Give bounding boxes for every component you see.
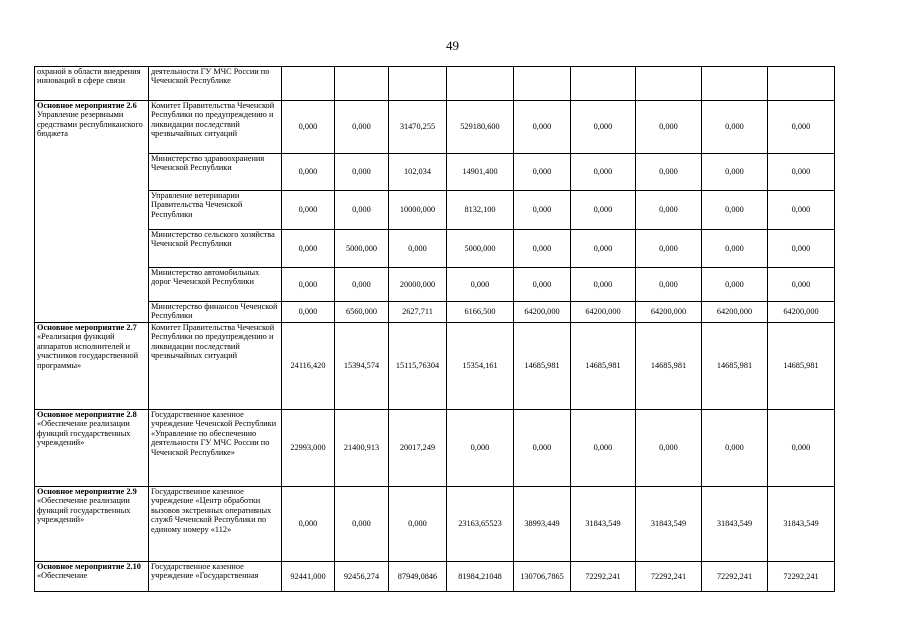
value-cell: 20017,249 bbox=[389, 410, 447, 487]
value-cell: 0,000 bbox=[282, 101, 335, 154]
value-cell: 15354,161 bbox=[447, 323, 514, 410]
value-cell: 6166,500 bbox=[447, 302, 514, 323]
value-cell: 64200,000 bbox=[636, 302, 702, 323]
event-description: «Обеспечение bbox=[37, 571, 88, 581]
value-cell: 0,000 bbox=[335, 191, 389, 230]
value-cell bbox=[636, 67, 702, 101]
table-row bbox=[35, 323, 835, 410]
table-row bbox=[35, 410, 835, 487]
value-cell: 31843,549 bbox=[702, 487, 768, 562]
value-cell: 92441,000 bbox=[282, 562, 335, 592]
value-cell: 0,000 bbox=[571, 230, 636, 268]
value-cell: 0,000 bbox=[636, 154, 702, 191]
event-description: охраной в области внедрения инноваций в сфере связи bbox=[37, 67, 141, 86]
value-cell: 0,000 bbox=[702, 230, 768, 268]
value-cell: 0,000 bbox=[571, 191, 636, 230]
executor-cell: Министерство здравоохранения Чеченской Республики bbox=[149, 154, 282, 191]
value-cell: 14685,981 bbox=[636, 323, 702, 410]
value-cell: 6560,000 bbox=[335, 302, 389, 323]
value-cell: 0,000 bbox=[768, 268, 835, 302]
value-cell: 0,000 bbox=[768, 191, 835, 230]
value-cell: 81984,21048 bbox=[447, 562, 514, 592]
table-row bbox=[35, 101, 835, 154]
value-cell bbox=[514, 67, 571, 101]
value-cell: 31470,255 bbox=[389, 101, 447, 154]
executor-cell: Государственное казенное учреждение «Государственная bbox=[149, 562, 282, 592]
table-row bbox=[35, 230, 835, 268]
value-cell: 0,000 bbox=[282, 268, 335, 302]
value-cell: 0,000 bbox=[702, 410, 768, 487]
table-row bbox=[35, 191, 835, 230]
value-cell: 5000,000 bbox=[447, 230, 514, 268]
value-cell: 22993,000 bbox=[282, 410, 335, 487]
value-cell: 0,000 bbox=[447, 410, 514, 487]
value-cell: 14901,400 bbox=[447, 154, 514, 191]
value-cell: 0,000 bbox=[768, 101, 835, 154]
value-cell: 64200,000 bbox=[768, 302, 835, 323]
value-cell: 0,000 bbox=[571, 101, 636, 154]
value-cell: 0,000 bbox=[514, 268, 571, 302]
value-cell: 130706,7865 bbox=[514, 562, 571, 592]
value-cell: 2627,711 bbox=[389, 302, 447, 323]
event-cell bbox=[35, 562, 149, 592]
table-row bbox=[35, 302, 835, 323]
value-cell: 0,000 bbox=[335, 487, 389, 562]
value-cell: 14685,981 bbox=[514, 323, 571, 410]
value-cell: 0,000 bbox=[636, 191, 702, 230]
value-cell bbox=[389, 67, 447, 101]
value-cell: 0,000 bbox=[636, 101, 702, 154]
value-cell: 14685,981 bbox=[768, 323, 835, 410]
table-row bbox=[35, 562, 835, 592]
value-cell: 0,000 bbox=[282, 191, 335, 230]
value-cell: 92456,274 bbox=[335, 562, 389, 592]
event-description: «Обеспечение реализации функций государственных учреждений» bbox=[37, 419, 131, 448]
value-cell: 64200,000 bbox=[514, 302, 571, 323]
table-row bbox=[35, 154, 835, 191]
value-cell: 0,000 bbox=[636, 268, 702, 302]
executor-cell: Министерство сельского хозяйства Чеченской Республики bbox=[149, 230, 282, 268]
value-cell: 31843,549 bbox=[636, 487, 702, 562]
value-cell bbox=[447, 67, 514, 101]
value-cell bbox=[282, 67, 335, 101]
executor-cell: Государственное казенное учреждение Чеченской Республики «Управление по обеспечению деятельности ГУ МЧС России по Чеченской Республике» bbox=[149, 410, 282, 487]
event-title: Основное мероприятие 2.6 bbox=[37, 101, 137, 110]
value-cell: 64200,000 bbox=[702, 302, 768, 323]
value-cell: 0,000 bbox=[571, 410, 636, 487]
value-cell: 14685,981 bbox=[571, 323, 636, 410]
value-cell: 8132,100 bbox=[447, 191, 514, 230]
value-cell: 72292,241 bbox=[636, 562, 702, 592]
executor-cell: Министерство финансов Чеченской Республики bbox=[149, 302, 282, 323]
value-cell bbox=[768, 67, 835, 101]
value-cell: 14685,981 bbox=[702, 323, 768, 410]
value-cell: 5000,000 bbox=[335, 230, 389, 268]
executor-cell: Комитет Правительства Чеченской Республики по предупреждению и ликвидации последствий чрезвычайных ситуаций bbox=[149, 323, 282, 410]
event-cell bbox=[35, 323, 149, 410]
value-cell: 64200,000 bbox=[571, 302, 636, 323]
executor-cell: Государственное казенное учреждение «Центр обработки вызовов экстренных оперативных служб Чеченской Республики по единому номеру «112» bbox=[149, 487, 282, 562]
value-cell: 0,000 bbox=[335, 154, 389, 191]
value-cell: 15115,76304 bbox=[389, 323, 447, 410]
budget-table bbox=[34, 66, 835, 592]
value-cell: 0,000 bbox=[571, 268, 636, 302]
table-row bbox=[35, 67, 835, 101]
value-cell: 87949,0846 bbox=[389, 562, 447, 592]
value-cell: 0,000 bbox=[514, 230, 571, 268]
event-description: «Обеспечение реализации функций государственных учреждений» bbox=[37, 496, 131, 525]
value-cell: 72292,241 bbox=[571, 562, 636, 592]
value-cell: 0,000 bbox=[768, 410, 835, 487]
value-cell: 0,000 bbox=[702, 268, 768, 302]
value-cell: 0,000 bbox=[335, 268, 389, 302]
value-cell: 38993,449 bbox=[514, 487, 571, 562]
value-cell: 102,034 bbox=[389, 154, 447, 191]
executor-cell: деятельности ГУ МЧС России по Чеченской Республике bbox=[149, 67, 282, 101]
value-cell: 23163,65523 bbox=[447, 487, 514, 562]
value-cell: 0,000 bbox=[636, 410, 702, 487]
value-cell: 0,000 bbox=[282, 302, 335, 323]
value-cell: 24116,420 bbox=[282, 323, 335, 410]
event-title: Основное мероприятие 2.7 bbox=[37, 323, 137, 332]
value-cell: 0,000 bbox=[282, 154, 335, 191]
value-cell: 31843,549 bbox=[571, 487, 636, 562]
value-cell: 0,000 bbox=[768, 154, 835, 191]
value-cell: 72292,241 bbox=[702, 562, 768, 592]
value-cell: 31843,549 bbox=[768, 487, 835, 562]
executor-cell: Управление ветеринарии Правительства Чеченской Республики bbox=[149, 191, 282, 230]
value-cell: 0,000 bbox=[282, 230, 335, 268]
value-cell: 0,000 bbox=[702, 101, 768, 154]
value-cell: 20000,000 bbox=[389, 268, 447, 302]
event-cell bbox=[35, 101, 149, 323]
table-row bbox=[35, 268, 835, 302]
event-cell bbox=[35, 410, 149, 487]
value-cell: 72292,241 bbox=[768, 562, 835, 592]
value-cell: 0,000 bbox=[636, 230, 702, 268]
table-row bbox=[35, 487, 835, 562]
executor-cell: Министерство автомобильных дорог Чеченской Республики bbox=[149, 268, 282, 302]
event-description: «Реализация функций аппаратов исполнителей и участников государственной программы» bbox=[37, 332, 139, 370]
event-cell bbox=[35, 487, 149, 562]
event-title: Основное мероприятие 2.9 bbox=[37, 487, 137, 496]
value-cell: 0,000 bbox=[335, 101, 389, 154]
executor-cell: Комитет Правительства Чеченской Республики по предупреждению и ликвидации последствий чрезвычайных ситуаций bbox=[149, 101, 282, 154]
value-cell: 15394,574 bbox=[335, 323, 389, 410]
value-cell: 0,000 bbox=[447, 268, 514, 302]
value-cell: 21400,913 bbox=[335, 410, 389, 487]
value-cell: 0,000 bbox=[514, 154, 571, 191]
value-cell: 0,000 bbox=[282, 487, 335, 562]
value-cell: 0,000 bbox=[514, 410, 571, 487]
event-description: Управление резервными средствами республиканского бюджета bbox=[37, 110, 143, 139]
value-cell: 0,000 bbox=[389, 487, 447, 562]
value-cell: 529180,600 bbox=[447, 101, 514, 154]
value-cell bbox=[571, 67, 636, 101]
value-cell bbox=[335, 67, 389, 101]
value-cell: 0,000 bbox=[702, 191, 768, 230]
value-cell: 0,000 bbox=[514, 101, 571, 154]
page-number: 49 bbox=[446, 38, 459, 53]
event-title: Основное мероприятие 2.8 bbox=[37, 410, 137, 419]
value-cell bbox=[702, 67, 768, 101]
value-cell: 0,000 bbox=[768, 230, 835, 268]
value-cell: 10000,000 bbox=[389, 191, 447, 230]
value-cell: 0,000 bbox=[702, 154, 768, 191]
value-cell: 0,000 bbox=[389, 230, 447, 268]
event-cell bbox=[35, 67, 149, 101]
event-title: Основное мероприятие 2.10 bbox=[37, 562, 141, 571]
value-cell: 0,000 bbox=[514, 191, 571, 230]
value-cell: 0,000 bbox=[571, 154, 636, 191]
